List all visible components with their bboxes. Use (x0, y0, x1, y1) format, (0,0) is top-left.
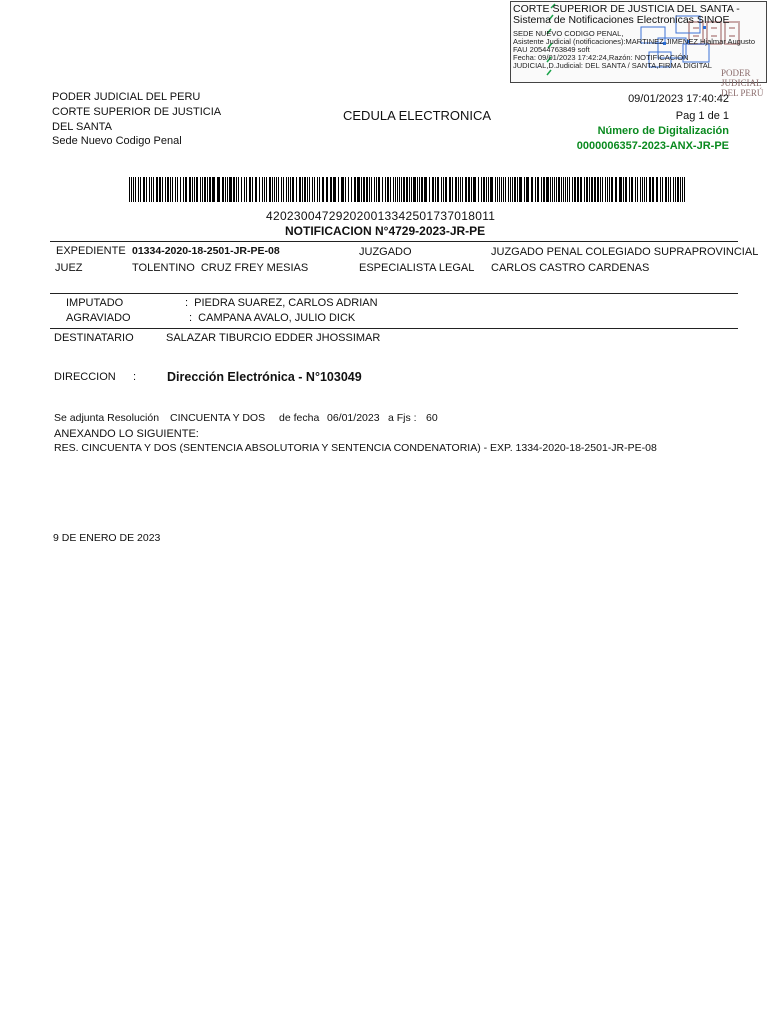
barcode-bar (435, 177, 436, 202)
barcode-bar (236, 177, 237, 202)
barcode-bar (135, 177, 136, 202)
barcode-bar (167, 177, 169, 202)
barcode-bar (605, 177, 606, 202)
barcode-bar (229, 177, 232, 202)
barcode-bar (180, 177, 181, 202)
barcode-bar (510, 177, 511, 202)
document-datetime: 09/01/2023 17:40:42 (628, 93, 729, 105)
barcode-bar (374, 177, 375, 202)
barcode-bar (326, 177, 328, 202)
barcode-bar (554, 177, 555, 202)
barcode-bar (646, 177, 647, 202)
barcode-bar (341, 177, 344, 202)
barcode-bar (222, 177, 224, 202)
barcode-bar (541, 177, 542, 202)
barcode-bar (609, 177, 610, 202)
barcode-bar (233, 177, 235, 202)
barcode-bar (361, 177, 362, 202)
barcode-bar (640, 177, 641, 202)
institution-line: Sede Nuevo Codigo Penal (52, 135, 182, 147)
barcode-bar (452, 177, 453, 202)
barcode-bar (278, 177, 279, 202)
barcode-bar (419, 177, 420, 202)
barcode-bar (274, 177, 275, 202)
barcode-bar (668, 177, 669, 202)
barcode-bar (338, 177, 339, 202)
barcode-bar (584, 177, 585, 202)
barcode-bar (556, 177, 557, 202)
barcode-bar (546, 177, 549, 202)
signature-detail: JUDICIAL,D.Judicial: DEL SANTA / SANTA,FIRMA DIGITAL (513, 61, 712, 70)
barcode-bar (561, 177, 562, 202)
barcode-bar (486, 177, 487, 202)
fecha-label: de fecha (279, 412, 320, 424)
fjs-label: a Fjs : (388, 412, 417, 424)
barcode-bar (259, 177, 260, 202)
barcode-bar (563, 177, 564, 202)
barcode-bar (264, 177, 265, 202)
signature-detail: Asistente Judicial (notificaciones):MARTINEZ JIMENEZ Hjalmar Augusto (513, 37, 756, 46)
barcode-bar (567, 177, 568, 202)
barcode-bar (501, 177, 502, 202)
barcode-bar (172, 177, 173, 202)
barcode-bar (209, 177, 211, 202)
notification-title: NOTIFICACION N°4729-2023-JR-PE (285, 224, 486, 238)
barcode-bar (558, 177, 560, 202)
barcode-bar (143, 177, 145, 202)
divider (50, 293, 738, 294)
barcode-bar (196, 177, 198, 202)
juez-label: JUEZ (55, 262, 83, 274)
expediente-value: 01334-2020-18-2501-JR-PE-08 (132, 245, 280, 257)
barcode-bar (194, 177, 195, 202)
barcode-bar (227, 177, 228, 202)
barcode-bar (460, 177, 461, 202)
juzgado-label: JUZGADO (359, 246, 412, 258)
direccion-label: DIRECCION (54, 371, 116, 383)
anexando-label: ANEXANDO LO SIGUIENTE: (54, 428, 199, 440)
barcode-bar (682, 177, 683, 202)
barcode-bar (406, 177, 408, 202)
barcode-bar (165, 177, 166, 202)
barcode-bar (307, 177, 308, 202)
juzgado-value: JUZGADO PENAL COLEGIADO SUPRAPROVINCIAL (491, 246, 759, 258)
anexo-text: RES. CINCUENTA Y DOS (SENTENCIA ABSOLUTORIA Y SENTENCIA CONDENATORIA) - EXP. 1334-2020-18-2501-JR-PE-08 (54, 442, 657, 454)
barcode-bar (445, 177, 447, 202)
barcode-bar (382, 177, 383, 202)
barcode-bar (345, 177, 346, 202)
barcode-bar (483, 177, 485, 202)
barcode-bar (376, 177, 377, 202)
barcode-bar (309, 177, 310, 202)
signature-court-line: CORTE SUPERIOR DE JUSTICIA DEL SANTA - (513, 3, 740, 15)
barcode-bar (432, 177, 434, 202)
barcode-bar (586, 177, 588, 202)
barcode-bar (552, 177, 553, 202)
barcode-bar (619, 177, 622, 202)
barcode-bar (597, 177, 599, 202)
barcode-number: 42023004729202001334250173701801​1 (266, 209, 496, 223)
barcode-bar (675, 177, 676, 202)
barcode-bar (175, 177, 176, 202)
barcode-bar (499, 177, 500, 202)
barcode-bar (204, 177, 206, 202)
barcode-bar (660, 177, 661, 202)
barcode-bar (170, 177, 171, 202)
barcode-bar (508, 177, 509, 202)
expediente-label: EXPEDIENTE (56, 245, 126, 257)
barcode-bar (401, 177, 402, 202)
destinatario-value: SALAZAR TIBURCIO EDDER JHOSSIMAR (166, 332, 381, 344)
barcode-bar (611, 177, 613, 202)
digitization-label: Número de Digitalización (597, 125, 729, 137)
barcode-bar (417, 177, 418, 202)
barcode-bar (292, 177, 294, 202)
barcode-bar (652, 177, 654, 202)
direccion-colon: : (133, 371, 137, 383)
barcode-bar (385, 177, 386, 202)
barcode-bar (302, 177, 303, 202)
barcode-bar (140, 177, 141, 202)
barcode-bar (212, 177, 215, 202)
barcode-bar (319, 177, 320, 202)
especialista-label: ESPECIALISTA LEGAL (359, 262, 475, 274)
barcode-bar (281, 177, 282, 202)
barcode-bar (192, 177, 193, 202)
barcode-bar (531, 177, 533, 202)
barcode (129, 177, 689, 202)
barcode-bar (514, 177, 516, 202)
barcode-bar (354, 177, 356, 202)
barcode-bar (537, 177, 539, 202)
barcode-bar (262, 177, 263, 202)
barcode-bar (550, 177, 551, 202)
digitization-number: 0000006357-2023-ANX-JR-PE (576, 140, 729, 152)
barcode-bar (189, 177, 191, 202)
barcode-bar (288, 177, 289, 202)
barcode-bar (246, 177, 247, 202)
barcode-bar (283, 177, 284, 202)
barcode-bar (252, 177, 253, 202)
barcode-bar (441, 177, 442, 202)
barcode-bar (473, 177, 476, 202)
barcode-bar (673, 177, 674, 202)
juez-value: TOLENTINO CRUZ FREY MESIAS (132, 262, 309, 274)
imputado-label: IMPUTADO (66, 297, 124, 309)
barcode-bar (330, 177, 332, 202)
destinatario-label: DESTINATARIO (54, 332, 134, 344)
barcode-bar (133, 177, 134, 202)
barcode-bar (455, 177, 457, 202)
barcode-bar (517, 177, 518, 202)
barcode-bar (615, 177, 617, 202)
barcode-bar (468, 177, 470, 202)
barcode-bar (276, 177, 277, 202)
digital-signature-stamp (510, 1, 767, 98)
barcode-bar (399, 177, 400, 202)
fjs-value: 60 (426, 412, 438, 424)
barcode-bar (449, 177, 451, 202)
barcode-bar (637, 177, 638, 202)
barcode-bar (225, 177, 226, 202)
barcode-bar (635, 177, 636, 202)
barcode-bar (371, 177, 372, 202)
barcode-bar (649, 177, 651, 202)
barcode-bar (286, 177, 287, 202)
barcode-bar (574, 177, 576, 202)
agraviado-label: AGRAVIADO (66, 312, 131, 324)
barcode-bar (249, 177, 251, 202)
barcode-bar (317, 177, 318, 202)
barcode-bar (437, 177, 439, 202)
barcode-bar (680, 177, 681, 202)
especialista-value: CARLOS CASTRO CARDENAS (491, 262, 650, 274)
barcode-bar (369, 177, 370, 202)
page-indicator: Pag 1 de 1 (675, 110, 729, 122)
barcode-bar (490, 177, 493, 202)
barcode-bar (387, 177, 389, 202)
agraviado-value: : CAMPANA AVALO, JULIO DICK (189, 312, 356, 324)
barcode-bar (497, 177, 498, 202)
barcode-bar (131, 177, 132, 202)
barcode-bar (607, 177, 608, 202)
barcode-bar (202, 177, 203, 202)
imputado-value: : PIEDRA SUAREZ, CARLOS ADRIAN (185, 297, 378, 309)
barcode-bar (156, 177, 158, 202)
barcode-bar (312, 177, 313, 202)
barcode-bar (594, 177, 596, 202)
barcode-bar (241, 177, 242, 202)
barcode-bar (162, 177, 163, 202)
barcode-bar (462, 177, 463, 202)
adjunta-label: Se adjunta Resolución (54, 412, 160, 424)
resolucion-value: CINCUENTA Y DOS (170, 412, 266, 424)
barcode-bar (129, 177, 130, 202)
signature-detail: Fecha: 09/01/2023 17:42:24,Razón: NOTIFICACIÓN (513, 53, 689, 62)
barcode-bar (670, 177, 671, 202)
document-title: CEDULA ELECTRONICA (343, 108, 492, 123)
barcode-bar (662, 177, 663, 202)
barcode-bar (393, 177, 394, 202)
barcode-bar (631, 177, 633, 202)
barcode-bar (488, 177, 489, 202)
barcode-bar (478, 177, 479, 202)
barcode-bar (629, 177, 630, 202)
barcode-bar (569, 177, 570, 202)
barcode-bar (322, 177, 324, 202)
institution-line: DEL SANTA (52, 121, 112, 133)
barcode-bar (238, 177, 239, 202)
barcode-bar (183, 177, 184, 202)
barcode-bar (351, 177, 352, 202)
barcode-bar (421, 177, 423, 202)
barcode-bar (577, 177, 579, 202)
barcode-bar (217, 177, 220, 202)
barcode-bar (543, 177, 545, 202)
barcode-bar (591, 177, 593, 202)
barcode-bar (471, 177, 472, 202)
divider (50, 241, 738, 242)
barcode-bar (602, 177, 603, 202)
barcode-bar (589, 177, 590, 202)
barcode-bar (185, 177, 187, 202)
institution-line: CORTE SUPERIOR DE JUSTICIA (52, 106, 222, 118)
barcode-bar (290, 177, 291, 202)
barcode-bar (465, 177, 467, 202)
barcode-bar (623, 177, 624, 202)
barcode-bar (395, 177, 396, 202)
seal-text: PODER JUDICIAL DEL PERÚ (721, 68, 764, 98)
barcode-bar (207, 177, 208, 202)
barcode-bar (390, 177, 391, 202)
barcode-bar (535, 177, 536, 202)
signature-detail: FAU 20544763849 soft (513, 45, 590, 54)
closing-date: 9 DE ENERO DE 2023 (53, 532, 161, 544)
barcode-bar (424, 177, 427, 202)
barcode-bar (146, 177, 147, 202)
barcode-bar (159, 177, 161, 202)
barcode-bar (272, 177, 273, 202)
barcode-bar (266, 177, 267, 202)
barcode-bar (677, 177, 679, 202)
barcode-bar (572, 177, 573, 202)
barcode-bar (505, 177, 506, 202)
barcode-bar (153, 177, 154, 202)
barcode-bar (580, 177, 582, 202)
divider (50, 328, 738, 329)
institution-line: PODER JUDICIAL DEL PERU (52, 91, 201, 103)
barcode-bar (138, 177, 139, 202)
barcode-bar (255, 177, 257, 202)
barcode-bar (524, 177, 525, 202)
barcode-bar (333, 177, 336, 202)
barcode-bar (526, 177, 529, 202)
barcode-bar (378, 177, 380, 202)
barcode-bar (366, 177, 368, 202)
barcode-bar (177, 177, 178, 202)
barcode-bar (149, 177, 150, 202)
barcode-bar (151, 177, 152, 202)
barcode-bar (642, 177, 643, 202)
barcode-bar (519, 177, 522, 202)
barcode-bar (458, 177, 459, 202)
barcode-bar (625, 177, 627, 202)
barcode-bar (299, 177, 301, 202)
barcode-bar (314, 177, 315, 202)
barcode-bar (481, 177, 482, 202)
barcode-bar (503, 177, 504, 202)
barcode-bar (600, 177, 601, 202)
barcode-bar (357, 177, 360, 202)
signature-detail: SEDE NUEVO CODIGO PENAL, (513, 29, 624, 38)
signature-system-line: Sistema de Notificaciones Electronicas SINOE (513, 14, 730, 26)
barcode-bar (348, 177, 349, 202)
barcode-bar (684, 177, 685, 202)
barcode-bar (269, 177, 271, 202)
barcode-bar (200, 177, 201, 202)
barcode-bar (304, 177, 306, 202)
fecha-value: 06/01/2023 (327, 412, 380, 424)
barcode-bar (443, 177, 444, 202)
barcode-bar (397, 177, 398, 202)
barcode-bar (565, 177, 566, 202)
barcode-bar (244, 177, 245, 202)
barcode-bar (512, 177, 513, 202)
barcode-bar (644, 177, 645, 202)
barcode-bar (403, 177, 405, 202)
barcode-bar (495, 177, 496, 202)
barcode-bar (409, 177, 410, 202)
direccion-value: Dirección Electrónica - N°103049 (167, 370, 362, 384)
barcode-bar (363, 177, 365, 202)
barcode-bar (429, 177, 430, 202)
barcode-bar (656, 177, 658, 202)
barcode-bar (296, 177, 297, 202)
barcode-bar (411, 177, 412, 202)
barcode-bar (413, 177, 416, 202)
barcode-bar (665, 177, 667, 202)
